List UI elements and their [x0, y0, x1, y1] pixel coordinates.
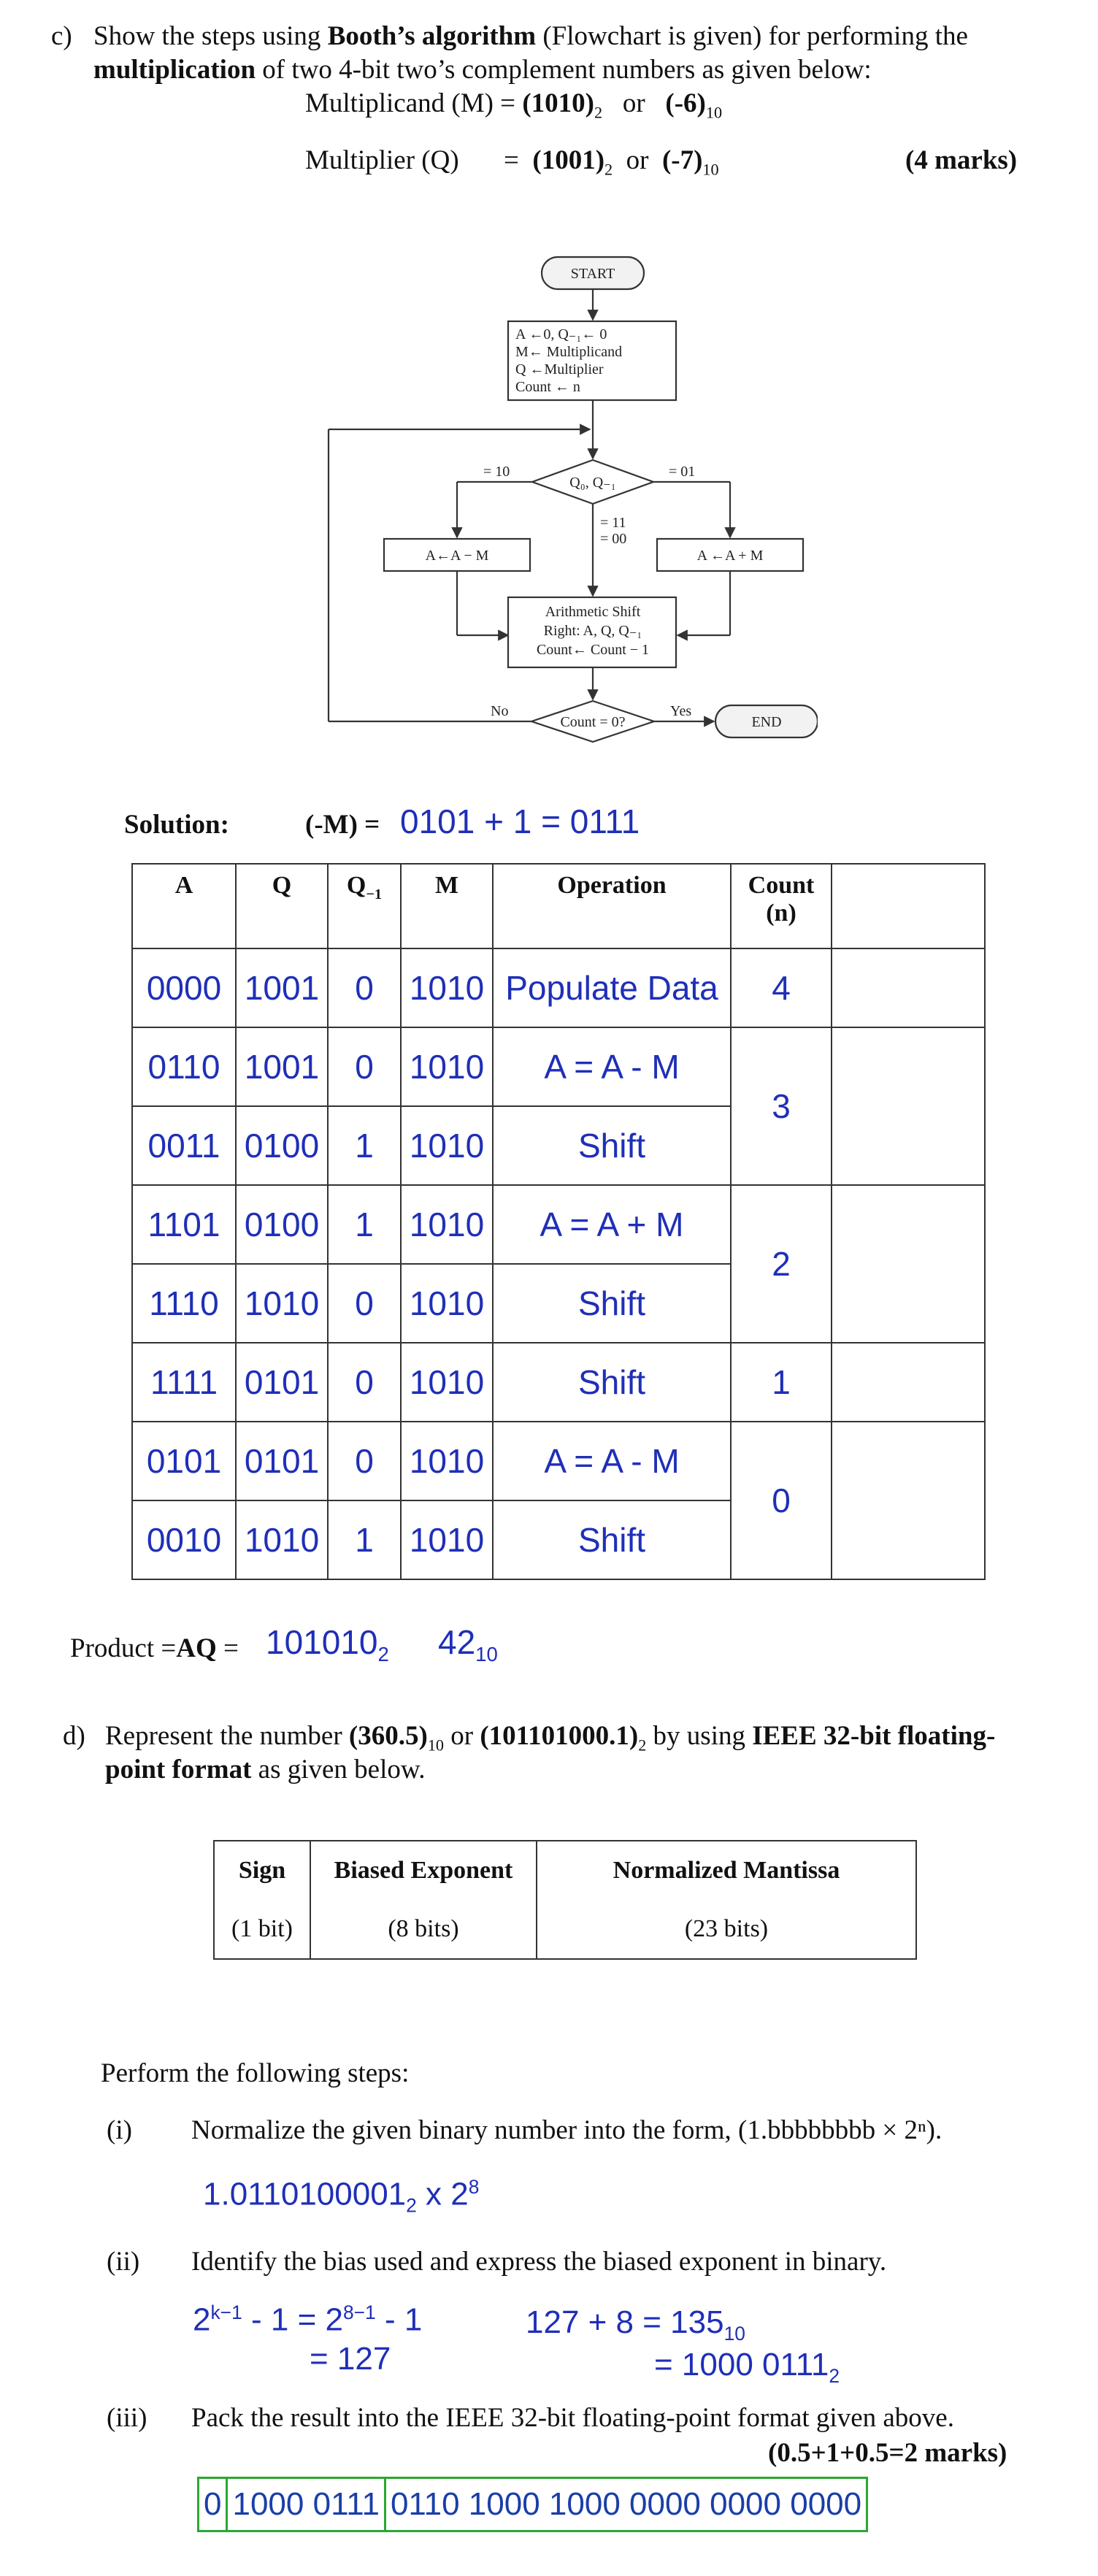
cell-operation: Shift — [493, 1264, 731, 1343]
header-q-minus-1: $Q_{-1}$ — [328, 864, 401, 948]
part-c-line2: multiplication of two 4-bit two’s complement numbers as given below: — [93, 55, 872, 85]
packed-exponent: 1000 0111 — [228, 2479, 385, 2530]
table-row — [132, 1185, 985, 1264]
cell-q1: 1 — [328, 1106, 401, 1185]
table-header-row — [132, 864, 985, 948]
cell-operation: Shift — [493, 1343, 731, 1422]
cell-operation: Shift — [493, 1500, 731, 1579]
step-i-label: (i) — [107, 2115, 132, 2145]
cell-q: 1010 — [236, 1264, 328, 1343]
cell-q: 1001 — [236, 948, 328, 1027]
cell-q: 0101 — [236, 1422, 328, 1500]
multiplicand-line: Multiplicand $(M) = (1010)_2$ or $(-6)_{10}$ — [305, 88, 723, 122]
packed-sign: 0 — [199, 2479, 228, 2530]
cell-a: 0000 — [132, 948, 236, 1027]
neg-m-label: (-M) = — [305, 810, 380, 840]
cell-a: 0011 — [132, 1106, 236, 1185]
flow-start: START — [570, 266, 615, 282]
part-c-label: c) — [51, 21, 72, 51]
cell-q1: 0 — [328, 1027, 401, 1106]
solution-label: Solution: — [124, 810, 229, 840]
cell-count: 3 — [731, 1027, 832, 1185]
step-ii-label: (ii) — [107, 2247, 140, 2277]
ieee-sign-bits: (1 bit) — [214, 1900, 310, 1959]
cell-m: 1010 — [401, 1106, 493, 1185]
cell-q1: 1 — [328, 1500, 401, 1579]
steps-intro: Perform the following steps: — [101, 2058, 410, 2088]
part-d-line1: Represent the number $(360.5)_{10}$ or $(101101000.1)_2$ by using IEEE 32-bit floating- — [105, 1721, 996, 1755]
booth-flowchart — [321, 241, 818, 752]
table-row — [132, 1422, 985, 1500]
ieee-format-table — [213, 1840, 917, 1960]
ieee-packed-result — [197, 2477, 868, 2532]
ieee-sign-header: Sign — [214, 1841, 310, 1900]
cell-blank — [832, 948, 985, 1027]
flow-mid-branch-1: = 11 — [600, 515, 626, 531]
multiplier-label: Multiplier (Q) — [305, 145, 459, 175]
header-m: M — [401, 864, 493, 948]
step-iii-text: Pack the result into the IEEE 32-bit floating-point format given above. — [191, 2403, 954, 2433]
cell-blank — [832, 1185, 985, 1343]
cell-q: 1001 — [236, 1027, 328, 1106]
cell-count: 4 — [731, 948, 832, 1027]
flow-left-branch: = 10 — [483, 464, 510, 480]
header-count: Count (n) — [731, 864, 832, 948]
flow-init-2: M← Multiplicand — [515, 344, 623, 360]
flow-shift-3: Count← Count − 1 — [536, 642, 650, 658]
cell-q1: 0 — [328, 948, 401, 1027]
cell-a: 0010 — [132, 1500, 236, 1579]
flow-right-branch: = 01 — [669, 464, 696, 480]
flow-init-3: Q ←Multiplier — [515, 361, 604, 377]
cell-q: 0101 — [236, 1343, 328, 1422]
booth-steps-table — [131, 863, 986, 1580]
cell-operation: A = A - M — [493, 1027, 731, 1106]
cell-count: 0 — [731, 1422, 832, 1579]
cell-operation: Populate Data — [493, 948, 731, 1027]
table-row — [132, 948, 985, 1027]
multiplier-value: = $(1001)_2$ or $(-7)_{10}$ — [504, 145, 719, 179]
flow-left-op: A←A − M — [425, 548, 489, 564]
part-c-line1: Show the steps using Booth’s algorithm (Flowchart is given) for performing the — [93, 21, 968, 51]
header-operation: Operation — [493, 864, 731, 948]
cell-m: 1010 — [401, 1264, 493, 1343]
flow-decision: Q₀, Q₋₁ — [569, 475, 616, 491]
flow-mid-branch-2: = 00 — [600, 531, 627, 547]
cell-operation: A = A - M — [493, 1422, 731, 1500]
header-blank — [832, 864, 985, 948]
step-iii-label: (iii) — [107, 2403, 147, 2433]
cell-q1: 0 — [328, 1422, 401, 1500]
step-i-answer: $1.0110100001_2$ x $2^8$ — [203, 2176, 480, 2217]
ieee-exp-header: Biased Exponent — [310, 1841, 537, 1900]
step-ii-bias-formula: $2^{k-1} - 1 = 2^{8-1} - 1$ — [193, 2301, 423, 2338]
cell-q1: 1 — [328, 1185, 401, 1264]
cell-a: 1101 — [132, 1185, 236, 1264]
cell-a: 0101 — [132, 1422, 236, 1500]
cell-blank — [832, 1027, 985, 1185]
header-q: Q — [236, 864, 328, 948]
flow-yes: Yes — [670, 703, 692, 719]
cell-m: 1010 — [401, 1500, 493, 1579]
packed-mantissa: 0110 1000 1000 0000 0000 0000 — [390, 2486, 862, 2522]
cell-count: 2 — [731, 1185, 832, 1343]
cell-q1: 0 — [328, 1264, 401, 1343]
cell-q1: 0 — [328, 1343, 401, 1422]
flow-end: END — [751, 714, 782, 730]
step-i-text: Normalize the given binary number into the form, (1.bbbbbbbb × 2ⁿ). — [191, 2115, 942, 2145]
cell-a: 0110 — [132, 1027, 236, 1106]
header-a: A — [132, 864, 236, 948]
cell-q: 1010 — [236, 1500, 328, 1579]
cell-m: 1010 — [401, 948, 493, 1027]
cell-m: 1010 — [401, 1422, 493, 1500]
product-label: Product =AQ = — [70, 1633, 239, 1663]
table-row — [214, 1900, 916, 1959]
ieee-mant-bits: (23 bits) — [537, 1900, 916, 1959]
product-binary: $101010_2$ — [266, 1623, 389, 1666]
flow-shift-2: Right: A, Q, Q₋₁ — [543, 623, 642, 639]
cell-q: 0100 — [236, 1185, 328, 1264]
cell-m: 1010 — [401, 1027, 493, 1106]
step-ii-text: Identify the bias used and express the biased exponent in binary. — [191, 2247, 887, 2277]
ieee-exp-bits: (8 bits) — [310, 1900, 537, 1959]
cell-operation: Shift — [493, 1106, 731, 1185]
cell-operation: A = A + M — [493, 1185, 731, 1264]
flow-no: No — [491, 703, 509, 719]
cell-m: 1010 — [401, 1185, 493, 1264]
flow-shift-1: Arithmetic Shift — [545, 604, 641, 620]
cell-q: 0100 — [236, 1106, 328, 1185]
ieee-mant-header: Normalized Mantissa — [537, 1841, 916, 1900]
table-row — [132, 1027, 985, 1106]
flow-init-4: Count ← n — [515, 379, 580, 395]
cell-m: 1010 — [401, 1343, 493, 1422]
cell-blank — [832, 1422, 985, 1579]
cell-a: 1110 — [132, 1264, 236, 1343]
step-ii-biased-binary: = 1000 $0111_2$ — [654, 2347, 840, 2387]
cell-a: 1111 — [132, 1343, 236, 1422]
part-d-line2: point format as given below. — [105, 1755, 426, 1785]
part-d-label: d) — [63, 1721, 85, 1751]
product-decimal: $42_{10}$ — [438, 1623, 498, 1666]
step-ii-biased-exp: $127 + 8 = 135_{10}$ — [526, 2304, 745, 2345]
flow-count-check: Count = 0? — [560, 714, 626, 730]
part-c-marks: (4 marks) — [905, 145, 1018, 175]
flow-init-1: A ←0, Q₋₁← 0 — [515, 326, 607, 342]
table-row — [214, 1841, 916, 1900]
cell-blank — [832, 1343, 985, 1422]
cell-count: 1 — [731, 1343, 832, 1422]
step-ii-bias-value: = 127 — [310, 2341, 391, 2377]
neg-m-value: 0101 + 1 = 0111 — [400, 802, 640, 840]
table-row — [132, 1343, 985, 1422]
flow-right-op: A ←A + M — [696, 548, 764, 564]
step-iii-marks: (0.5+1+0.5=2 marks) — [768, 2438, 1007, 2468]
